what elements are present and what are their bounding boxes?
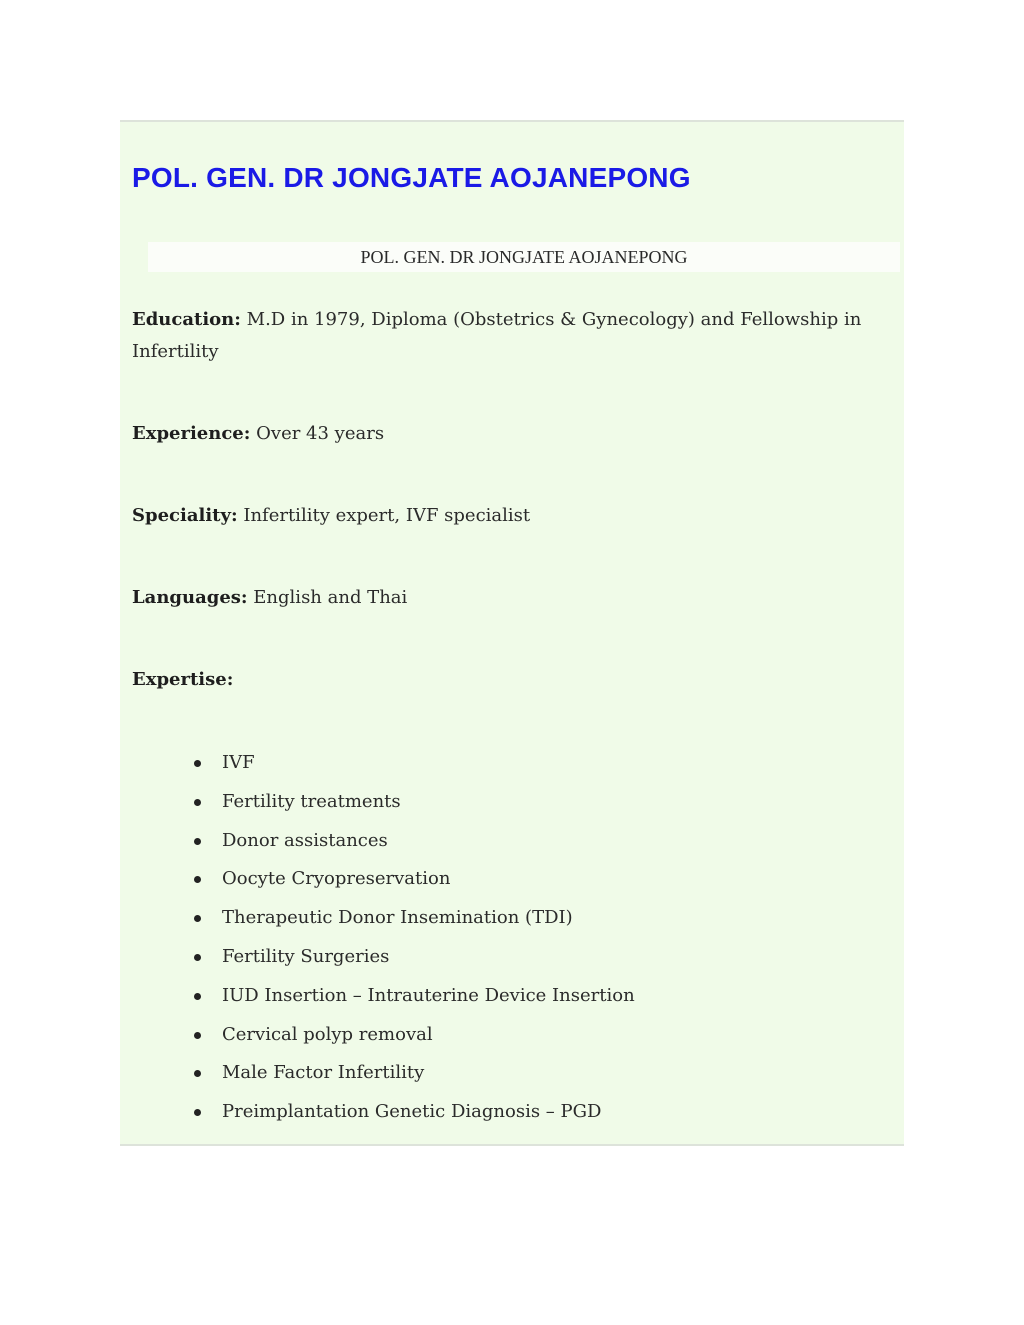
bullet-icon (194, 1070, 201, 1077)
list-item: IVF (190, 744, 635, 783)
bullet-icon (194, 915, 201, 922)
bullet-icon (194, 954, 201, 961)
education-label: Education: (132, 309, 241, 330)
list-item: Fertility treatments (190, 783, 635, 822)
list-item: Cervical polyp removal (190, 1016, 635, 1055)
list-item: Fertility Surgeries (190, 938, 635, 977)
bullet-icon (194, 1032, 201, 1039)
speciality-value: Infertility expert, IVF specialist (243, 505, 531, 526)
list-item: Preimplantation Genetic Diagnosis – PGD (190, 1093, 635, 1132)
bullet-icon (194, 1109, 201, 1116)
experience-value: Over 43 years (256, 423, 385, 444)
languages-label: Languages: (132, 587, 248, 608)
expertise-list (190, 744, 635, 1132)
languages-value: English and Thai (253, 587, 408, 608)
experience-label: Experience: (132, 423, 251, 444)
doctor-profile-card (120, 120, 904, 1146)
education-value: M.D in 1979, Diploma (Obstetrics & Gynecology) and Fellowship in Infertility (132, 309, 862, 362)
list-item: Oocyte Cryopreservation (190, 860, 635, 899)
list-item: Donor assistances (190, 822, 635, 861)
speciality-field (132, 500, 872, 532)
expertise-field (132, 664, 872, 696)
expertise-label: Expertise: (132, 669, 234, 690)
page-title: POL. GEN. DR JONGJATE AOJANEPONG (132, 162, 691, 193)
bullet-icon (194, 993, 201, 1000)
list-item: Male Factor Infertility (190, 1054, 635, 1093)
bullet-icon (194, 838, 201, 845)
education-field (132, 304, 872, 368)
speciality-label: Speciality: (132, 505, 238, 526)
bullet-icon (194, 799, 201, 806)
languages-field (132, 582, 872, 614)
list-item: Therapeutic Donor Insemination (TDI) (190, 899, 635, 938)
bullet-icon (194, 876, 201, 883)
experience-field (132, 418, 872, 450)
list-item: IUD Insertion – Intrauterine Device Insertion (190, 977, 635, 1016)
bullet-icon (194, 760, 201, 767)
doctor-photo-caption: POL. GEN. DR JONGJATE AOJANEPONG (148, 242, 900, 272)
